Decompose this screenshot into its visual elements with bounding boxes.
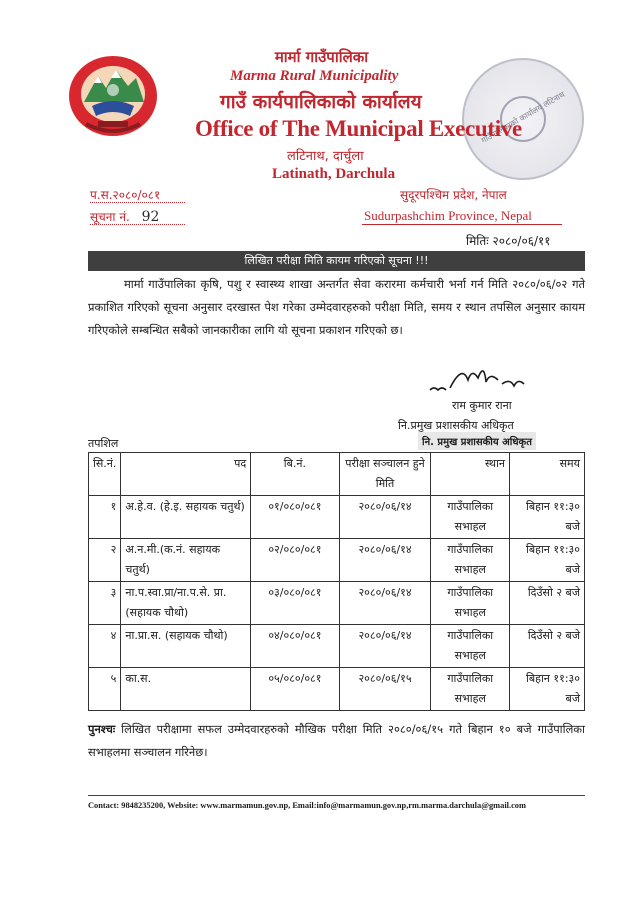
cell-time: दिउँसो २ बजे — [510, 625, 585, 668]
office-name-en: Marma Rural Municipality — [230, 68, 399, 84]
divider — [362, 224, 562, 225]
cell-ad-no: ०२/०८०/०८१ — [251, 539, 339, 582]
postscript-label: पुनश्चः — [88, 722, 116, 736]
issue-date: मितिः २०८०/०६/११ — [466, 234, 551, 248]
cell-post: ना.प.स्वा.प्रा/ना.प.से. प्रा.(सहायक चौथो) — [121, 582, 251, 625]
cell-exam-date: २०८०/०६/१४ — [339, 625, 431, 668]
cell-sn: २ — [89, 539, 121, 582]
office-name-np: मार्मा गाउँपालिका — [274, 48, 369, 66]
cell-ad-no: ०१/०८०/०८१ — [251, 496, 339, 539]
place-en: Latinath, Darchula — [272, 166, 396, 182]
designation-stamp: नि. प्रमुख प्रशासकीय अधिकृत — [418, 432, 536, 450]
divider — [90, 224, 185, 225]
table-caption: तपशिल — [88, 437, 119, 450]
col-header-time: समय — [510, 453, 585, 496]
cell-sn: ४ — [89, 625, 121, 668]
office-executive-np: गाउँ कार्यपालिकाको कार्यालय — [220, 91, 422, 113]
province-en: Sudurpashchim Province, Nepal — [364, 208, 532, 223]
cell-time: बिहान ११:३० बजे — [510, 539, 585, 582]
contact-footer: Contact: 9848235200, Website: www.marmamun.gov.np, Email:info@marmamun.gov.np,rm.marma.darchula@gmail.com — [88, 801, 526, 810]
exam-schedule-table — [88, 452, 585, 711]
cell-exam-date: २०८०/०६/१४ — [339, 496, 431, 539]
cell-sn: ५ — [89, 668, 121, 711]
notice-body — [88, 273, 585, 342]
cell-post: ना.प्रा.स. (सहायक चौथो) — [121, 625, 251, 668]
cell-place: गाउँपालिका सभाहल — [431, 496, 510, 539]
cell-ad-no: ०४/०८०/०८१ — [251, 625, 339, 668]
seal-text: गाउँपालिकाको कार्यालय लटिनाथ — [479, 89, 567, 146]
col-header-place: स्थान — [431, 453, 510, 496]
table-row — [89, 668, 585, 711]
table-row — [89, 582, 585, 625]
cell-place: गाउँपालिका सभाहल — [431, 582, 510, 625]
cell-time: बिहान ११:३० बजे — [510, 668, 585, 711]
postscript-note — [88, 718, 585, 764]
cell-sn: ३ — [89, 582, 121, 625]
col-header-exam-date: परीक्षा सञ्चालन हुने मिति — [339, 453, 431, 496]
cell-exam-date: २०८०/०६/१५ — [339, 668, 431, 711]
letter-reference-number: प.स.२०८०/०८१ — [90, 188, 161, 202]
divider — [88, 795, 585, 796]
col-header-sn: सि.नं. — [89, 453, 121, 496]
signature-scribble-icon — [428, 360, 538, 400]
col-header-ad-no: बि.नं. — [251, 453, 339, 496]
cell-place: गाउँपालिका सभाहल — [431, 539, 510, 582]
cell-ad-no: ०५/०८०/०८१ — [251, 668, 339, 711]
cell-time: दिउँसो २ बजे — [510, 582, 585, 625]
cell-post: अ.न.मी.(क.नं. सहायक चतुर्थ) — [121, 539, 251, 582]
table-row — [89, 496, 585, 539]
place-np: लटिनाथ, दार्चुला — [287, 149, 364, 164]
cell-place: गाउँपालिका सभाहल — [431, 625, 510, 668]
notice-number-value: 92 — [141, 209, 160, 225]
table-row — [89, 625, 585, 668]
cell-exam-date: २०८०/०६/१४ — [339, 539, 431, 582]
cell-ad-no: ०३/०८०/०८१ — [251, 582, 339, 625]
cell-post: का.स. — [121, 668, 251, 711]
province-np: सुदूरपश्चिम प्रदेश, नेपाल — [400, 188, 507, 202]
col-header-post: पद — [121, 453, 251, 496]
cell-place: गाउँपालिका सभाहल — [431, 668, 510, 711]
signatory-name: राम कुमार राना — [452, 399, 512, 412]
notice-body-text: मार्मा गाउँपालिका कृषि, पशु र स्वास्थ्य शाखा अन्तर्गत सेवा करारमा कर्मचारी भर्ना गर्न मिति २०८०/०६/०२ गते प्रकाशित गरिएको सूचना अनुसार दरखास्त पेश गरेका उम्मेदवारहरुको परीक्षा मिति, समय र स्थान तपसिल अनुसार कायम गरिएकोले सम्बन्धित सबैको जानकारीका लागि यो सूचना प्रकाशन गरिएको छ। — [88, 277, 585, 337]
cell-time: बिहान ११:३० बजे — [510, 496, 585, 539]
signatory-title: नि.प्रमुख प्रशासकीय अधिकृत — [398, 419, 514, 432]
cell-post: अ.हे.व. (हे.इ. सहायक चतुर्थ) — [121, 496, 251, 539]
notice-number — [90, 208, 159, 225]
cell-exam-date: २०८०/०६/१४ — [339, 582, 431, 625]
table-header-row — [89, 453, 585, 496]
cell-sn: १ — [89, 496, 121, 539]
notice-number-label: सूचना नं. — [90, 210, 130, 224]
postscript-text: लिखित परीक्षामा सफल उम्मेदवारहरुको मौखिक परीक्षा मिति २०८०/०६/१५ गते बिहान १० बजे गाउँपालिका सभाहलमा सञ्चालन गरिनेछ। — [88, 722, 585, 759]
table-row — [89, 539, 585, 582]
notice-title: लिखित परीक्षा मिति कायम गरिएको सूचना !!! — [88, 251, 585, 271]
divider — [90, 202, 185, 203]
office-executive-en: Office of The Municipal Executive — [195, 116, 522, 141]
